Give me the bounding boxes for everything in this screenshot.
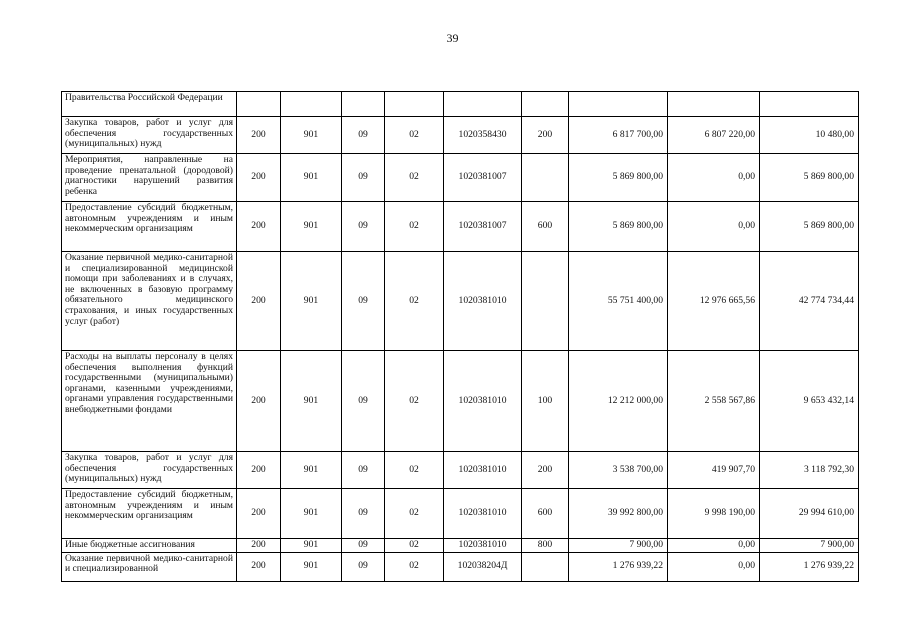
cell-admin-code: 200 xyxy=(237,351,281,452)
cell-ministry-code: 901 xyxy=(281,252,342,351)
cell-subsection: 02 xyxy=(385,539,444,553)
cell-expense-type: 600 xyxy=(522,489,569,539)
cell-name: Расходы на выплаты персоналу в целях обеспечения выполнения функций государственными (муниципальными) органами, казенными учреждениями, органами управления государственными внебюджетными фондами xyxy=(62,351,237,452)
cell-target-article: 1020381010 xyxy=(444,452,522,489)
cell-name: Правительства Российской Федерации xyxy=(62,92,237,117)
cell-admin-code: 200 xyxy=(237,452,281,489)
cell-remaining-amount: 29 994 610,00 xyxy=(760,489,859,539)
cell-plan-amount: 3 538 700,00 xyxy=(569,452,668,489)
cell-expense-type xyxy=(522,552,569,581)
cell-section: 09 xyxy=(342,154,385,202)
cell-target-article: 1020381010 xyxy=(444,351,522,452)
cell-expense-type xyxy=(522,252,569,351)
cell-remaining-amount: 5 869 800,00 xyxy=(760,202,859,252)
cell-plan-amount: 5 869 800,00 xyxy=(569,154,668,202)
cell-section: 09 xyxy=(342,489,385,539)
cell-remaining-amount: 3 118 792,30 xyxy=(760,452,859,489)
cell-name: Мероприятия, направленные на проведение пренатальной (дородовой) диагностики нарушений развития ребенка xyxy=(62,154,237,202)
cell-admin-code: 200 xyxy=(237,489,281,539)
cell-admin-code: 200 xyxy=(237,539,281,553)
budget-table xyxy=(61,91,859,582)
cell-ministry-code: 901 xyxy=(281,117,342,154)
cell-expense-type: 200 xyxy=(522,117,569,154)
table-row xyxy=(62,539,859,553)
table-row xyxy=(62,154,859,202)
cell-plan-amount: 6 817 700,00 xyxy=(569,117,668,154)
cell-subsection xyxy=(385,92,444,117)
cell-expense-type: 600 xyxy=(522,202,569,252)
cell-remaining-amount: 7 900,00 xyxy=(760,539,859,553)
table-row xyxy=(62,117,859,154)
cell-subsection: 02 xyxy=(385,117,444,154)
cell-admin-code: 200 xyxy=(237,552,281,581)
cell-name: Оказание первичной медико-санитарной и специализированной xyxy=(62,552,237,581)
cell-name: Иные бюджетные ассигнования xyxy=(62,539,237,553)
cell-plan-amount: 12 212 000,00 xyxy=(569,351,668,452)
cell-ministry-code: 901 xyxy=(281,452,342,489)
cell-plan-amount: 7 900,00 xyxy=(569,539,668,553)
cell-expense-type: 800 xyxy=(522,539,569,553)
cell-admin-code: 200 xyxy=(237,117,281,154)
cell-name: Предоставление субсидий бюджетным, автономным учреждениям и иным некоммерческим организациям xyxy=(62,489,237,539)
cell-subsection: 02 xyxy=(385,489,444,539)
cell-name: Предоставление субсидий бюджетным, автономным учреждениям и иным некоммерческим организациям xyxy=(62,202,237,252)
cell-remaining-amount: 9 653 432,14 xyxy=(760,351,859,452)
cell-target-article: 1020381010 xyxy=(444,539,522,553)
cell-expense-type: 100 xyxy=(522,351,569,452)
cell-executed-amount: 0,00 xyxy=(668,539,760,553)
cell-subsection: 02 xyxy=(385,351,444,452)
cell-target-article: 1020381007 xyxy=(444,154,522,202)
cell-ministry-code: 901 xyxy=(281,552,342,581)
cell-name: Закупка товаров, работ и услуг для обеспечения государственных (муниципальных) нужд xyxy=(62,452,237,489)
cell-remaining-amount: 5 869 800,00 xyxy=(760,154,859,202)
cell-plan-amount: 39 992 800,00 xyxy=(569,489,668,539)
cell-target-article: 1020381010 xyxy=(444,489,522,539)
table-row xyxy=(62,202,859,252)
cell-target-article: 102038204Д xyxy=(444,552,522,581)
cell-subsection: 02 xyxy=(385,552,444,581)
table-row xyxy=(62,489,859,539)
cell-executed-amount: 0,00 xyxy=(668,154,760,202)
cell-executed-amount: 0,00 xyxy=(668,202,760,252)
cell-executed-amount: 12 976 665,56 xyxy=(668,252,760,351)
cell-subsection: 02 xyxy=(385,202,444,252)
cell-section: 09 xyxy=(342,539,385,553)
cell-plan-amount xyxy=(569,92,668,117)
cell-name: Закупка товаров, работ и услуг для обеспечения государственных (муниципальных) нужд xyxy=(62,117,237,154)
cell-target-article: 1020381010 xyxy=(444,252,522,351)
cell-executed-amount: 9 998 190,00 xyxy=(668,489,760,539)
page-number: 39 xyxy=(446,31,459,45)
cell-subsection: 02 xyxy=(385,452,444,489)
table-row xyxy=(62,552,859,581)
cell-plan-amount: 1 276 939,22 xyxy=(569,552,668,581)
table-row xyxy=(62,351,859,452)
cell-expense-type: 200 xyxy=(522,452,569,489)
table-row xyxy=(62,92,859,117)
cell-admin-code xyxy=(237,92,281,117)
cell-executed-amount: 6 807 220,00 xyxy=(668,117,760,154)
cell-subsection: 02 xyxy=(385,154,444,202)
cell-section: 09 xyxy=(342,117,385,154)
cell-remaining-amount: 10 480,00 xyxy=(760,117,859,154)
table-row xyxy=(62,452,859,489)
cell-executed-amount xyxy=(668,92,760,117)
cell-ministry-code: 901 xyxy=(281,351,342,452)
cell-section xyxy=(342,92,385,117)
cell-expense-type xyxy=(522,92,569,117)
cell-ministry-code xyxy=(281,92,342,117)
cell-section: 09 xyxy=(342,202,385,252)
cell-plan-amount: 5 869 800,00 xyxy=(569,202,668,252)
cell-section: 09 xyxy=(342,351,385,452)
cell-expense-type xyxy=(522,154,569,202)
cell-ministry-code: 901 xyxy=(281,202,342,252)
cell-ministry-code: 901 xyxy=(281,539,342,553)
cell-section: 09 xyxy=(342,452,385,489)
cell-remaining-amount: 1 276 939,22 xyxy=(760,552,859,581)
cell-plan-amount: 55 751 400,00 xyxy=(569,252,668,351)
cell-executed-amount: 419 907,70 xyxy=(668,452,760,489)
cell-target-article: 1020381007 xyxy=(444,202,522,252)
cell-subsection: 02 xyxy=(385,252,444,351)
cell-target-article: 1020358430 xyxy=(444,117,522,154)
table-row xyxy=(62,252,859,351)
cell-section: 09 xyxy=(342,552,385,581)
cell-admin-code: 200 xyxy=(237,252,281,351)
cell-section: 09 xyxy=(342,252,385,351)
cell-executed-amount: 0,00 xyxy=(668,552,760,581)
cell-name: Оказание первичной медико-санитарной и специализированной медицинской помощи при заболеваниях и в случаях, не включенных в базовую программу обязательного медицинского страхования, и иных государственных услуг (работ) xyxy=(62,252,237,351)
cell-executed-amount: 2 558 567,86 xyxy=(668,351,760,452)
cell-remaining-amount: 42 774 734,44 xyxy=(760,252,859,351)
cell-ministry-code: 901 xyxy=(281,154,342,202)
cell-admin-code: 200 xyxy=(237,202,281,252)
cell-target-article xyxy=(444,92,522,117)
cell-ministry-code: 901 xyxy=(281,489,342,539)
cell-remaining-amount xyxy=(760,92,859,117)
cell-admin-code: 200 xyxy=(237,154,281,202)
